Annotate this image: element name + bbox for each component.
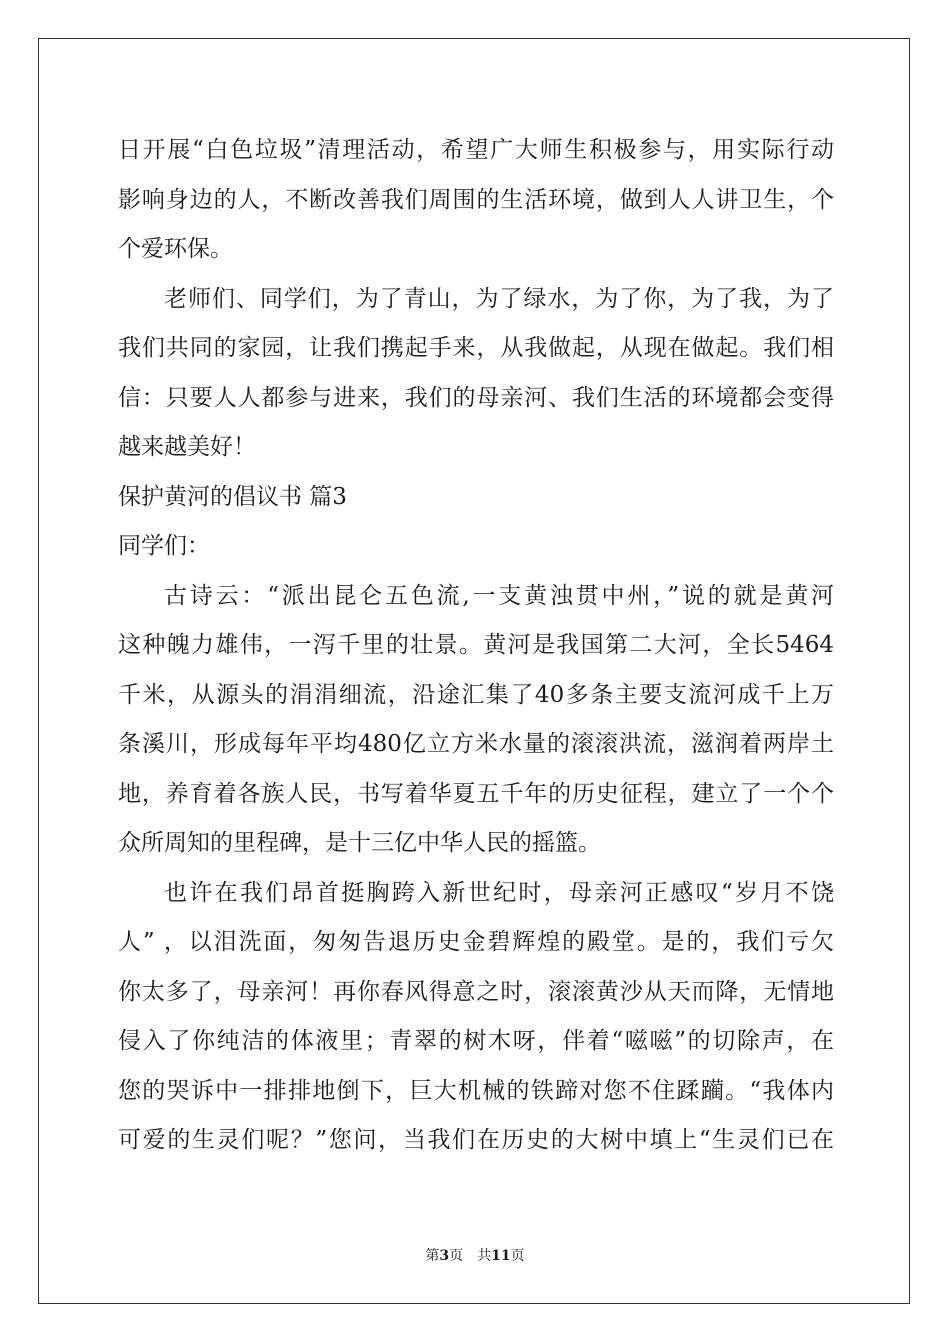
text-line: 个爱环保。 xyxy=(118,236,233,262)
text-line: 我们共同的家园，让我们携起手来，从我做起，从现在做起。我们相 xyxy=(118,335,834,361)
text-line: 众所周知的里程碑，是十三亿中华人民的摇篮。 xyxy=(118,830,601,856)
text-line: 条溪川，形成每年平均480亿立方米水量的滚滚洪流，滋润着两岸土 xyxy=(118,731,834,757)
page-footer xyxy=(0,1245,950,1265)
total-pages: 11 xyxy=(491,1248,511,1264)
text-line: 也许在我们昂首挺胸跨入新世纪时，母亲河正感叹“岁月不饶 xyxy=(164,879,834,906)
total-suffix: 页 xyxy=(510,1248,525,1264)
text-line: 老师们、同学们，为了青山，为了绿水，为了你，为了我，为了 xyxy=(164,285,834,312)
page-suffix: 页 xyxy=(449,1248,464,1264)
text-line: 可爱的生灵们呢？”您问，当我们在历史的大树中填上“生灵们已在 xyxy=(118,1127,834,1153)
text-line: 影响身边的人，不断改善我们周围的生活环境，做到人人讲卫生，个 xyxy=(118,186,834,213)
text-line: 千米，从源头的涓涓细流，沿途汇集了40多条主要支流河成千上万 xyxy=(118,681,834,708)
page-number: 3 xyxy=(439,1248,450,1264)
text-line: 古诗云：“派出昆仑五色流,一支黄浊贯中州，”说的就是黄河 xyxy=(164,582,834,609)
text-line: 地，养育着各族人民，书写着华夏五千年的历史征程，建立了一个个 xyxy=(118,780,834,807)
text-line: 您的哭诉中一排排地倒下，巨大机械的铁蹄对您不住蹂躏。“我体内 xyxy=(118,1077,834,1104)
text-line: 这种魄力雄伟，一泻千里的壮景。黄河是我国第二大河，全长5464 xyxy=(118,632,834,658)
text-line: 日开展“白色垃圾”清理活动，希望广大师生积极参与，用实际行动 xyxy=(118,137,834,163)
text-line: 越来越美好！ xyxy=(118,434,256,460)
total-prefix: 共 xyxy=(477,1248,492,1264)
text-line: 信：只要人人都参与进来，我们的母亲河、我们生活的环境都会变得 xyxy=(118,384,834,411)
text-line: 保护黄河的倡议书 篇3 xyxy=(118,483,347,510)
text-line: 你太多了，母亲河！再你春风得意之时，滚滚黄沙从天而降，无情地 xyxy=(118,978,834,1005)
text-line: 人” ，以泪洗面，匆匆告退历史金碧辉煌的殿堂。是的，我们亏欠 xyxy=(118,929,834,955)
text-line: 同学们： xyxy=(118,533,210,559)
page-prefix: 第 xyxy=(425,1248,440,1264)
text-line: 侵入了你纯洁的体液里；青翠的树木呀，伴着“嗞嗞”的切除声，在 xyxy=(118,1028,834,1054)
document-body xyxy=(118,126,834,1166)
